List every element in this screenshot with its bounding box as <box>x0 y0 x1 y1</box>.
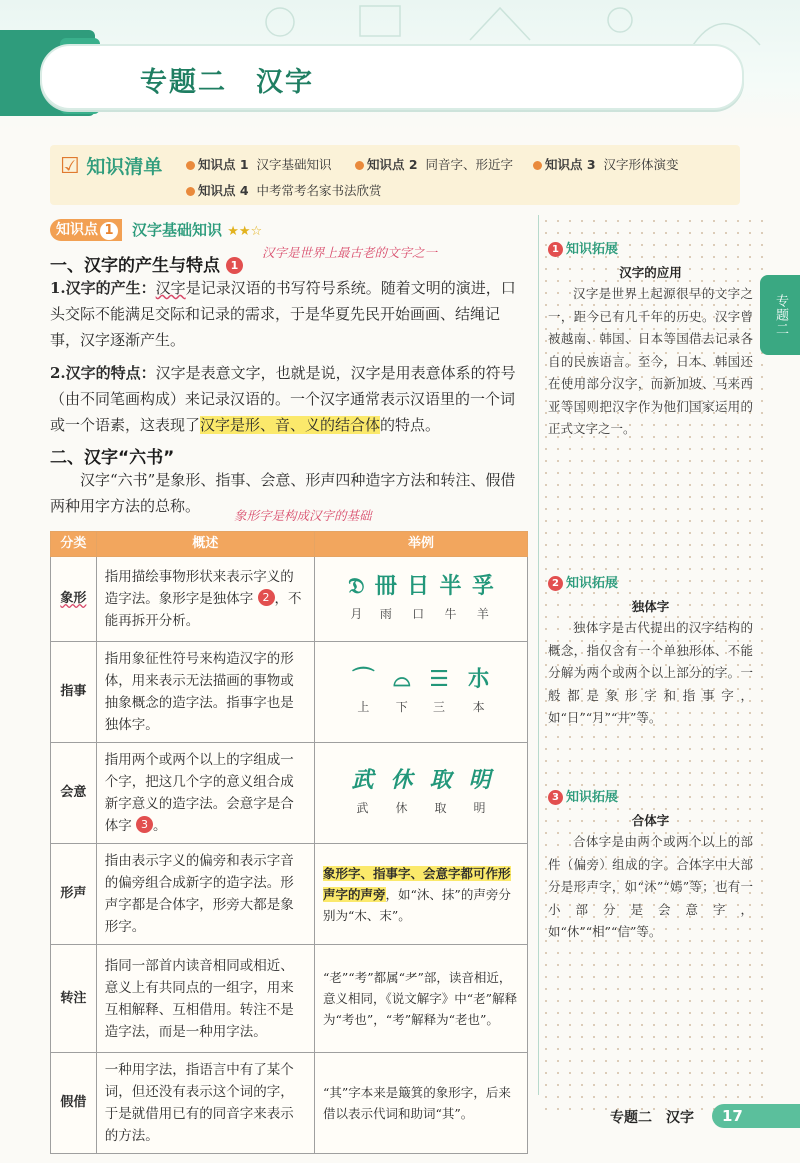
checkmark-icon: ☑ <box>60 154 80 179</box>
glyph-example: 明 明 <box>468 767 491 815</box>
description-cell: 一种用字法，指语言中有了某个词，但还没有表示这个词的字，于是就借用已有的同音字来表示的方法。 <box>96 1053 314 1154</box>
table-row <box>51 844 528 945</box>
table-row <box>51 945 528 1053</box>
table-row <box>51 743 528 844</box>
category-cell: 指事 <box>51 642 97 743</box>
glyph-example: ⌓ 下 <box>393 666 411 714</box>
description-cell: 指同一部首内读音相同或相近、意义上有共同点的一组字，用来互相解释、互相借用。转注不是造字法，而是一种用字法。 <box>96 945 314 1053</box>
glyph-example: 取 取 <box>429 767 452 815</box>
example-cell <box>315 743 528 844</box>
heading-six-categories: 二、汉字“六书” <box>50 448 175 468</box>
example-cell <box>315 642 528 743</box>
extension-body: 独体字是古代提出的汉字结构的概念，指仅含有一个单独形体、不能分解为两个或两个以上部分的字。一般都是象形字和指事字，如“日”“月”“井”等。 <box>548 620 753 725</box>
section-title: 汉字基础知识 ★★☆ <box>132 221 263 239</box>
glyph-example: 孚 羊 <box>471 573 494 621</box>
glyph-example: 武 武 <box>351 767 374 815</box>
extension-subtitle: 合体字 <box>631 813 670 828</box>
extension-heading: 2 知识拓展 <box>548 572 753 591</box>
paragraph-six-categories: 汉字“六书”是象形、指事、会意、形声四种造字方法和转注、假借两种用字方法的总称。 <box>50 471 516 515</box>
heading-origin: 一、汉字的产生与特点 1 <box>50 251 243 276</box>
column-divider <box>538 215 539 1095</box>
chapter-side-tab[interactable]: 专题二 <box>760 275 800 355</box>
table-header: 概述 <box>96 532 314 557</box>
extension-subtitle: 汉字的应用 <box>619 265 682 280</box>
knowledge-point-tag: 知识点 1 <box>50 219 122 241</box>
glyph-example: 𝔇 月 <box>348 573 365 621</box>
glyph-example: 朩 本 <box>467 666 490 714</box>
bullet-icon <box>186 187 195 196</box>
stars-icon: ★★☆ <box>227 224 263 239</box>
knowledge-item-4: 知识点 4 中考常考名家书法欣赏 <box>186 181 382 199</box>
six-categories-table <box>50 531 528 1154</box>
category-cell: 会意 <box>51 743 97 844</box>
glyph-example: 休 休 <box>390 767 413 815</box>
example-cell: “老”“考”都属“耂”部，读音相近，意义相同，《说文解字》中“老”解释为“考也”，“考”解释为“老也”。 <box>315 945 528 1053</box>
paragraph-origin: 1.汉字的产生：汉字是记录汉语的书写符号系统。随着文明的演进，口头交际不能满足交际和记录的需求，于是华夏先民开始画画、结绳记事，汉字逐渐产生。 <box>50 279 516 349</box>
handwritten-note-1: 汉字是世界上最古老的文字之一 <box>262 245 438 260</box>
table-header: 分类 <box>51 532 97 557</box>
category-cell: 象形 <box>51 557 97 642</box>
footer-label: 专题二 汉字 <box>610 1110 694 1126</box>
glyph-example: 冊 雨 <box>374 573 397 621</box>
extension-box-2 <box>548 572 753 730</box>
page-title: 专题二 汉字 <box>140 67 314 98</box>
table-header: 举例 <box>315 532 528 557</box>
example-cell <box>315 557 528 642</box>
glyph-example: ☰ 三 <box>429 666 449 714</box>
description-cell: 指用两个或两个以上的字组成一个字，把这几个字的意义组合成新字意义的造字法。会意字是合体字 3 。 <box>96 743 314 844</box>
paragraph-features: 2.汉字的特点：汉字是表意文字，也就是说，汉字是用表意体系的符号（由不同笔画构成）来记录汉语的。一个汉字通常表示汉语里的一个词或一个语素，这表现了汉字是形、音、义的结合体的特点。 <box>50 364 516 434</box>
table-header-row <box>51 532 528 557</box>
extension-heading: 1 知识拓展 <box>548 238 753 257</box>
extension-box-3 <box>548 786 753 944</box>
table-row <box>51 557 528 642</box>
glyph-example: 日 口 <box>407 573 430 621</box>
table-row <box>51 1053 528 1154</box>
category-cell: 转注 <box>51 945 97 1053</box>
handwritten-note-2: 象形字是构成汉字的基础 <box>234 508 372 523</box>
extension-body: 汉字是世界上起源很早的文字之一，距今已有几千年的历史。汉字曾被越南、韩国、日本等国借去记录各自的民族语言。至今，日本、韩国还在使用部分汉字，而新加坡、马来西亚等国则把汉字作为他们国家运用的正式文字之一。 <box>548 286 753 436</box>
description-cell: 指用象征性符号来构造汉字的形体，用来表示无法描画的事物或抽象概念的造字法。指事字也是独体字。 <box>96 642 314 743</box>
example-cell: 象形字、指事字、会意字都可作形声字的声旁，如“沐、抹”的声旁分别为“木、末”。 <box>315 844 528 945</box>
table-row <box>51 642 528 743</box>
example-cell: “其”字本来是簸箕的象形字，后来借以表示代词和助词“其”。 <box>315 1053 528 1154</box>
knowledge-list-label: 知识清单 <box>86 156 163 178</box>
footnote-mark: 1 <box>226 257 243 274</box>
knowledge-list-title <box>60 152 162 179</box>
page-number: 17 <box>712 1104 800 1128</box>
extension-box-1 <box>548 238 753 441</box>
glyph-example: ⌒ 上 <box>352 666 375 714</box>
knowledge-item-1: 知识点 1 汉字基础知识 <box>186 155 332 173</box>
bullet-icon <box>355 161 364 170</box>
description-cell: 指由表示字义的偏旁和表示字音的偏旁组合成新字的造字法。形声字都是合体字，形旁大都是象形字。 <box>96 844 314 945</box>
extension-heading: 3 知识拓展 <box>548 786 753 805</box>
knowledge-item-2: 知识点 2 同音字、形近字 <box>355 155 513 173</box>
extension-subtitle: 独体字 <box>631 599 670 614</box>
extension-body: 合体字是由两个或两个以上的部件（偏旁）组成的字。合体字中大部分是形声字，如“沐”“嫣”等；也有一小部分是会意字，如“休”“相”“信”等。 <box>548 834 753 939</box>
glyph-example: 半 牛 <box>439 573 462 621</box>
description-cell: 指用描绘事物形状来表示字义的造字法。象形字是独体字 2 ，不能再拆开分析。 <box>96 557 314 642</box>
knowledge-item-3: 知识点 3 汉字形体演变 <box>533 155 679 173</box>
bullet-icon <box>186 161 195 170</box>
bullet-icon <box>533 161 542 170</box>
category-cell: 形声 <box>51 844 97 945</box>
category-cell: 假借 <box>51 1053 97 1154</box>
